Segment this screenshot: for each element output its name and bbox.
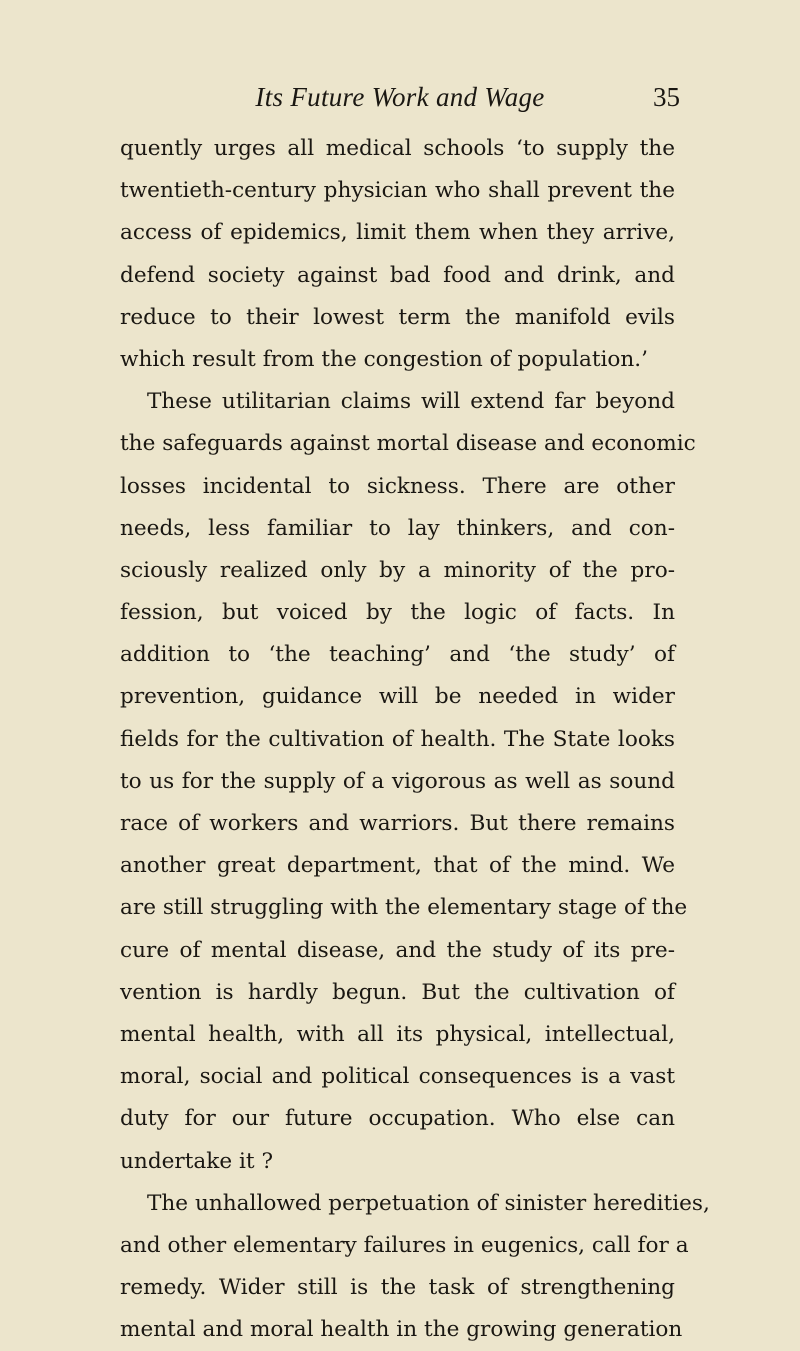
text-line: and other elementary failures in eugenics, call for a: [120, 1232, 689, 1258]
text-line: access of epidemics, limit them when they arrive,: [120, 220, 675, 246]
running-title: Its Future Work and Wage: [255, 82, 545, 112]
text-line: mental health, with all its physical, intellectual,: [120, 1021, 675, 1047]
text-line: are still struggling with the elementary stage of the: [120, 895, 688, 921]
text-line: These utilitarian claims will extend far beyond: [147, 389, 675, 415]
text-line: defend society against bad food and drink, and: [120, 262, 675, 288]
text-line: The unhallowed perpetuation of sinister heredities,: [147, 1190, 710, 1216]
page-number: 35: [653, 82, 680, 112]
text-line: another great department, that of the mind. We: [120, 853, 675, 879]
text-line: sciously realized only by a minority of the pro-: [120, 557, 675, 583]
text-line: vention is hardly begun. But the cultivation of: [120, 979, 675, 1005]
text-line: fields for the cultivation of health. The State looks: [120, 726, 675, 752]
text-line: reduce to their lowest term the manifold evils: [120, 304, 675, 330]
text-line: race of workers and warriors. But there remains: [120, 811, 675, 836]
text-line: moral, social and political consequences is a vast: [120, 1064, 675, 1090]
text-line: quently urges all medical schools ‘to supply the: [120, 136, 675, 161]
page-header: [0, 82, 800, 126]
text-line: addition to ‘the teaching’ and ‘the study’ of: [120, 642, 675, 668]
text-line: which result from the congestion of population.’: [120, 346, 649, 372]
text-line: mental and moral health in the growing generation: [120, 1317, 683, 1343]
text-line: remedy. Wider still is the task of strengthening: [120, 1275, 675, 1301]
text-line: prevention, guidance will be needed in wider: [120, 684, 675, 710]
text-line: cure of mental disease, and the study of its pre-: [120, 937, 675, 963]
text-line: losses incidental to sickness. There are other: [120, 473, 675, 499]
text-line: twentieth-century physician who shall prevent the: [120, 178, 675, 204]
text-line: to us for the supply of a vigorous as well as sound: [120, 768, 675, 794]
text-line: the safeguards against mortal disease and economic: [120, 431, 696, 457]
text-line: undertake it ?: [120, 1148, 274, 1174]
body-text: [120, 128, 710, 1351]
text-line: needs, less familiar to lay thinkers, and con-: [120, 515, 675, 541]
text-line: duty for our future occupation. Who else can: [120, 1106, 675, 1132]
text-line: fession, but voiced by the logic of facts. In: [120, 600, 675, 626]
